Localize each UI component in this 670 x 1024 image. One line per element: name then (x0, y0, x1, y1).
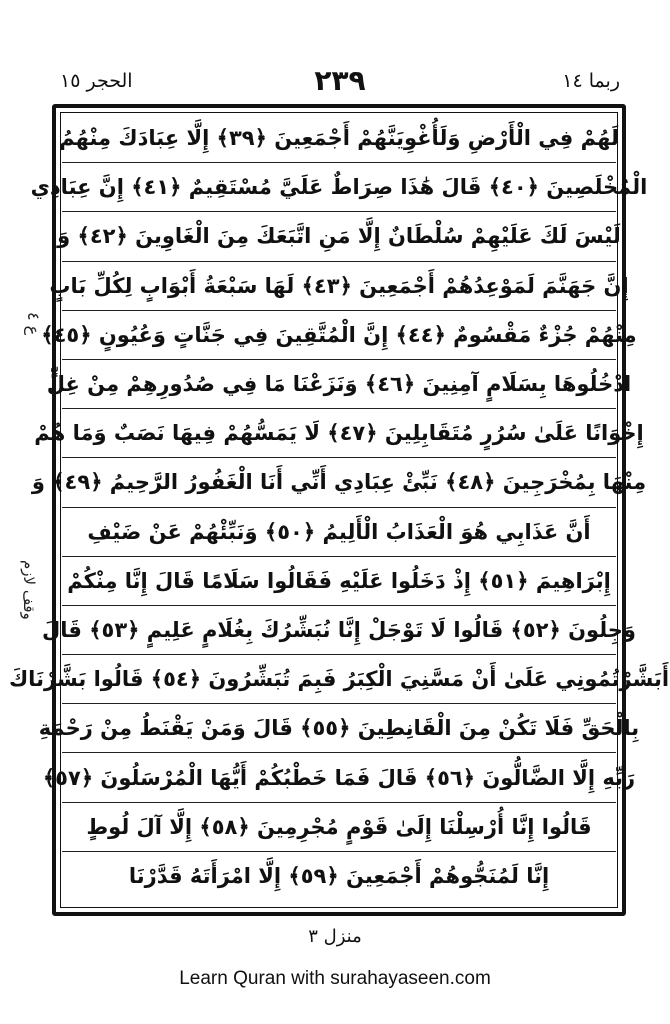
verse-line: مِنْهَا بِمُخْرَجِينَ ﴿٤٨﴾ نَبِّئْ عِبَادِي أَنِّي أَنَا الْغَفُورُ الرَّحِيمُ ﴿٤٩﴾ وَ (62, 458, 616, 507)
verse-line: إِخْوَانًا عَلَىٰ سُرُرٍ مُتَقَابِلِينَ ﴿٤٧﴾ لَا يَمَسُّهُمْ فِيهَا نَصَبٌ وَمَا هُمْ (62, 409, 616, 458)
surah-name-label: الحجر ١٥ (60, 70, 133, 92)
verse-line: ادْخُلُوهَا بِسَلَامٍ آمِنِينَ ﴿٤٦﴾ وَنَزَعْنَا مَا فِي صُدُورِهِمْ مِنْ غِلٍّ (62, 360, 616, 409)
verse-line: لَيْسَ لَكَ عَلَيْهِمْ سُلْطَانٌ إِلَّا مَنِ اتَّبَعَكَ مِنَ الْغَاوِينَ ﴿٤٢﴾ وَ (62, 212, 616, 261)
ruku-marker: ع ٤ (24, 312, 43, 336)
manzil-label: منزل ٣ (308, 926, 362, 947)
verse-line: أَنَّ عَذَابِي هُوَ الْعَذَابُ الْأَلِيمُ ﴿٥٠﴾ وَنَبِّئْهُمْ عَنْ ضَيْفِ (62, 508, 616, 557)
verse-line: إِنَّ جَهَنَّمَ لَمَوْعِدُهُمْ أَجْمَعِينَ ﴿٤٣﴾ لَهَا سَبْعَةُ أَبْوَابٍ لِكُلِّ بَابٍ (62, 262, 616, 311)
verse-line: أَبَشَّرْتُمُونِي عَلَىٰ أَنْ مَسَّنِيَ الْكِبَرُ فَبِمَ تُبَشِّرُونَ ﴿٥٤﴾ قَالُوا بَشَّرْنَاكَ (62, 655, 616, 704)
verse-line: إِنَّا لَمُنَجُّوهُمْ أَجْمَعِينَ ﴿٥٩﴾ إِلَّا امْرَأَتَهُ قَدَّرْنَا (128, 864, 550, 889)
juz-name-label: ربما ١٤ (562, 70, 620, 92)
verse-line: مِنْهُمْ جُزْءٌ مَقْسُومٌ ﴿٤٤﴾ إِنَّ الْمُتَّقِينَ فِي جَنَّاتٍ وَعُيُونٍ ﴿٤٥﴾ (62, 311, 616, 360)
page-header (60, 64, 620, 104)
waqf-marker: وقف لازم (20, 560, 38, 620)
verse-line: وَجِلُونَ ﴿٥٢﴾ قَالُوا لَا تَوْجَلْ إِنَّا نُبَشِّرُكَ بِغُلَامٍ عَلِيمٍ ﴿٥٣﴾ قَالَ (62, 606, 616, 655)
verse-line: قَالُوا إِنَّا أُرْسِلْنَا إِلَىٰ قَوْمٍ مُجْرِمِينَ ﴿٥٨﴾ إِلَّا آلَ لُوطٍ (62, 803, 616, 852)
page-number: ٢٣٩ (314, 64, 366, 97)
verse-line: لَهُمْ فِي الْأَرْضِ وَلَأُغْوِيَنَّهُمْ أَجْمَعِينَ ﴿٣٩﴾ إِلَّا عِبَادَكَ مِنْهُمُ (62, 114, 616, 163)
verse-line: إِبْرَاهِيمَ ﴿٥١﴾ إِذْ دَخَلُوا عَلَيْهِ فَقَالُوا سَلَامًا قَالَ إِنَّا مِنْكُمْ (62, 557, 616, 606)
verse-line: رَبِّهِ إِلَّا الضَّالُّونَ ﴿٥٦﴾ قَالَ فَمَا خَطْبُكُمْ أَيُّهَا الْمُرْسَلُونَ ﴿٥٧﴾ (62, 753, 616, 802)
credit-text: Learn Quran with surahayaseen.com (179, 968, 491, 989)
verse-line: بِالْحَقِّ فَلَا تَكُنْ مِنَ الْقَانِطِينَ ﴿٥٥﴾ قَالَ وَمَنْ يَقْنَطُ مِنْ رَحْمَةِ (62, 704, 616, 753)
verse-line: الْمُخْلَصِينَ ﴿٤٠﴾ قَالَ هَٰذَا صِرَاطٌ عَلَيَّ مُسْتَقِيمٌ ﴿٤١﴾ إِنَّ عِبَادِي (62, 163, 616, 212)
